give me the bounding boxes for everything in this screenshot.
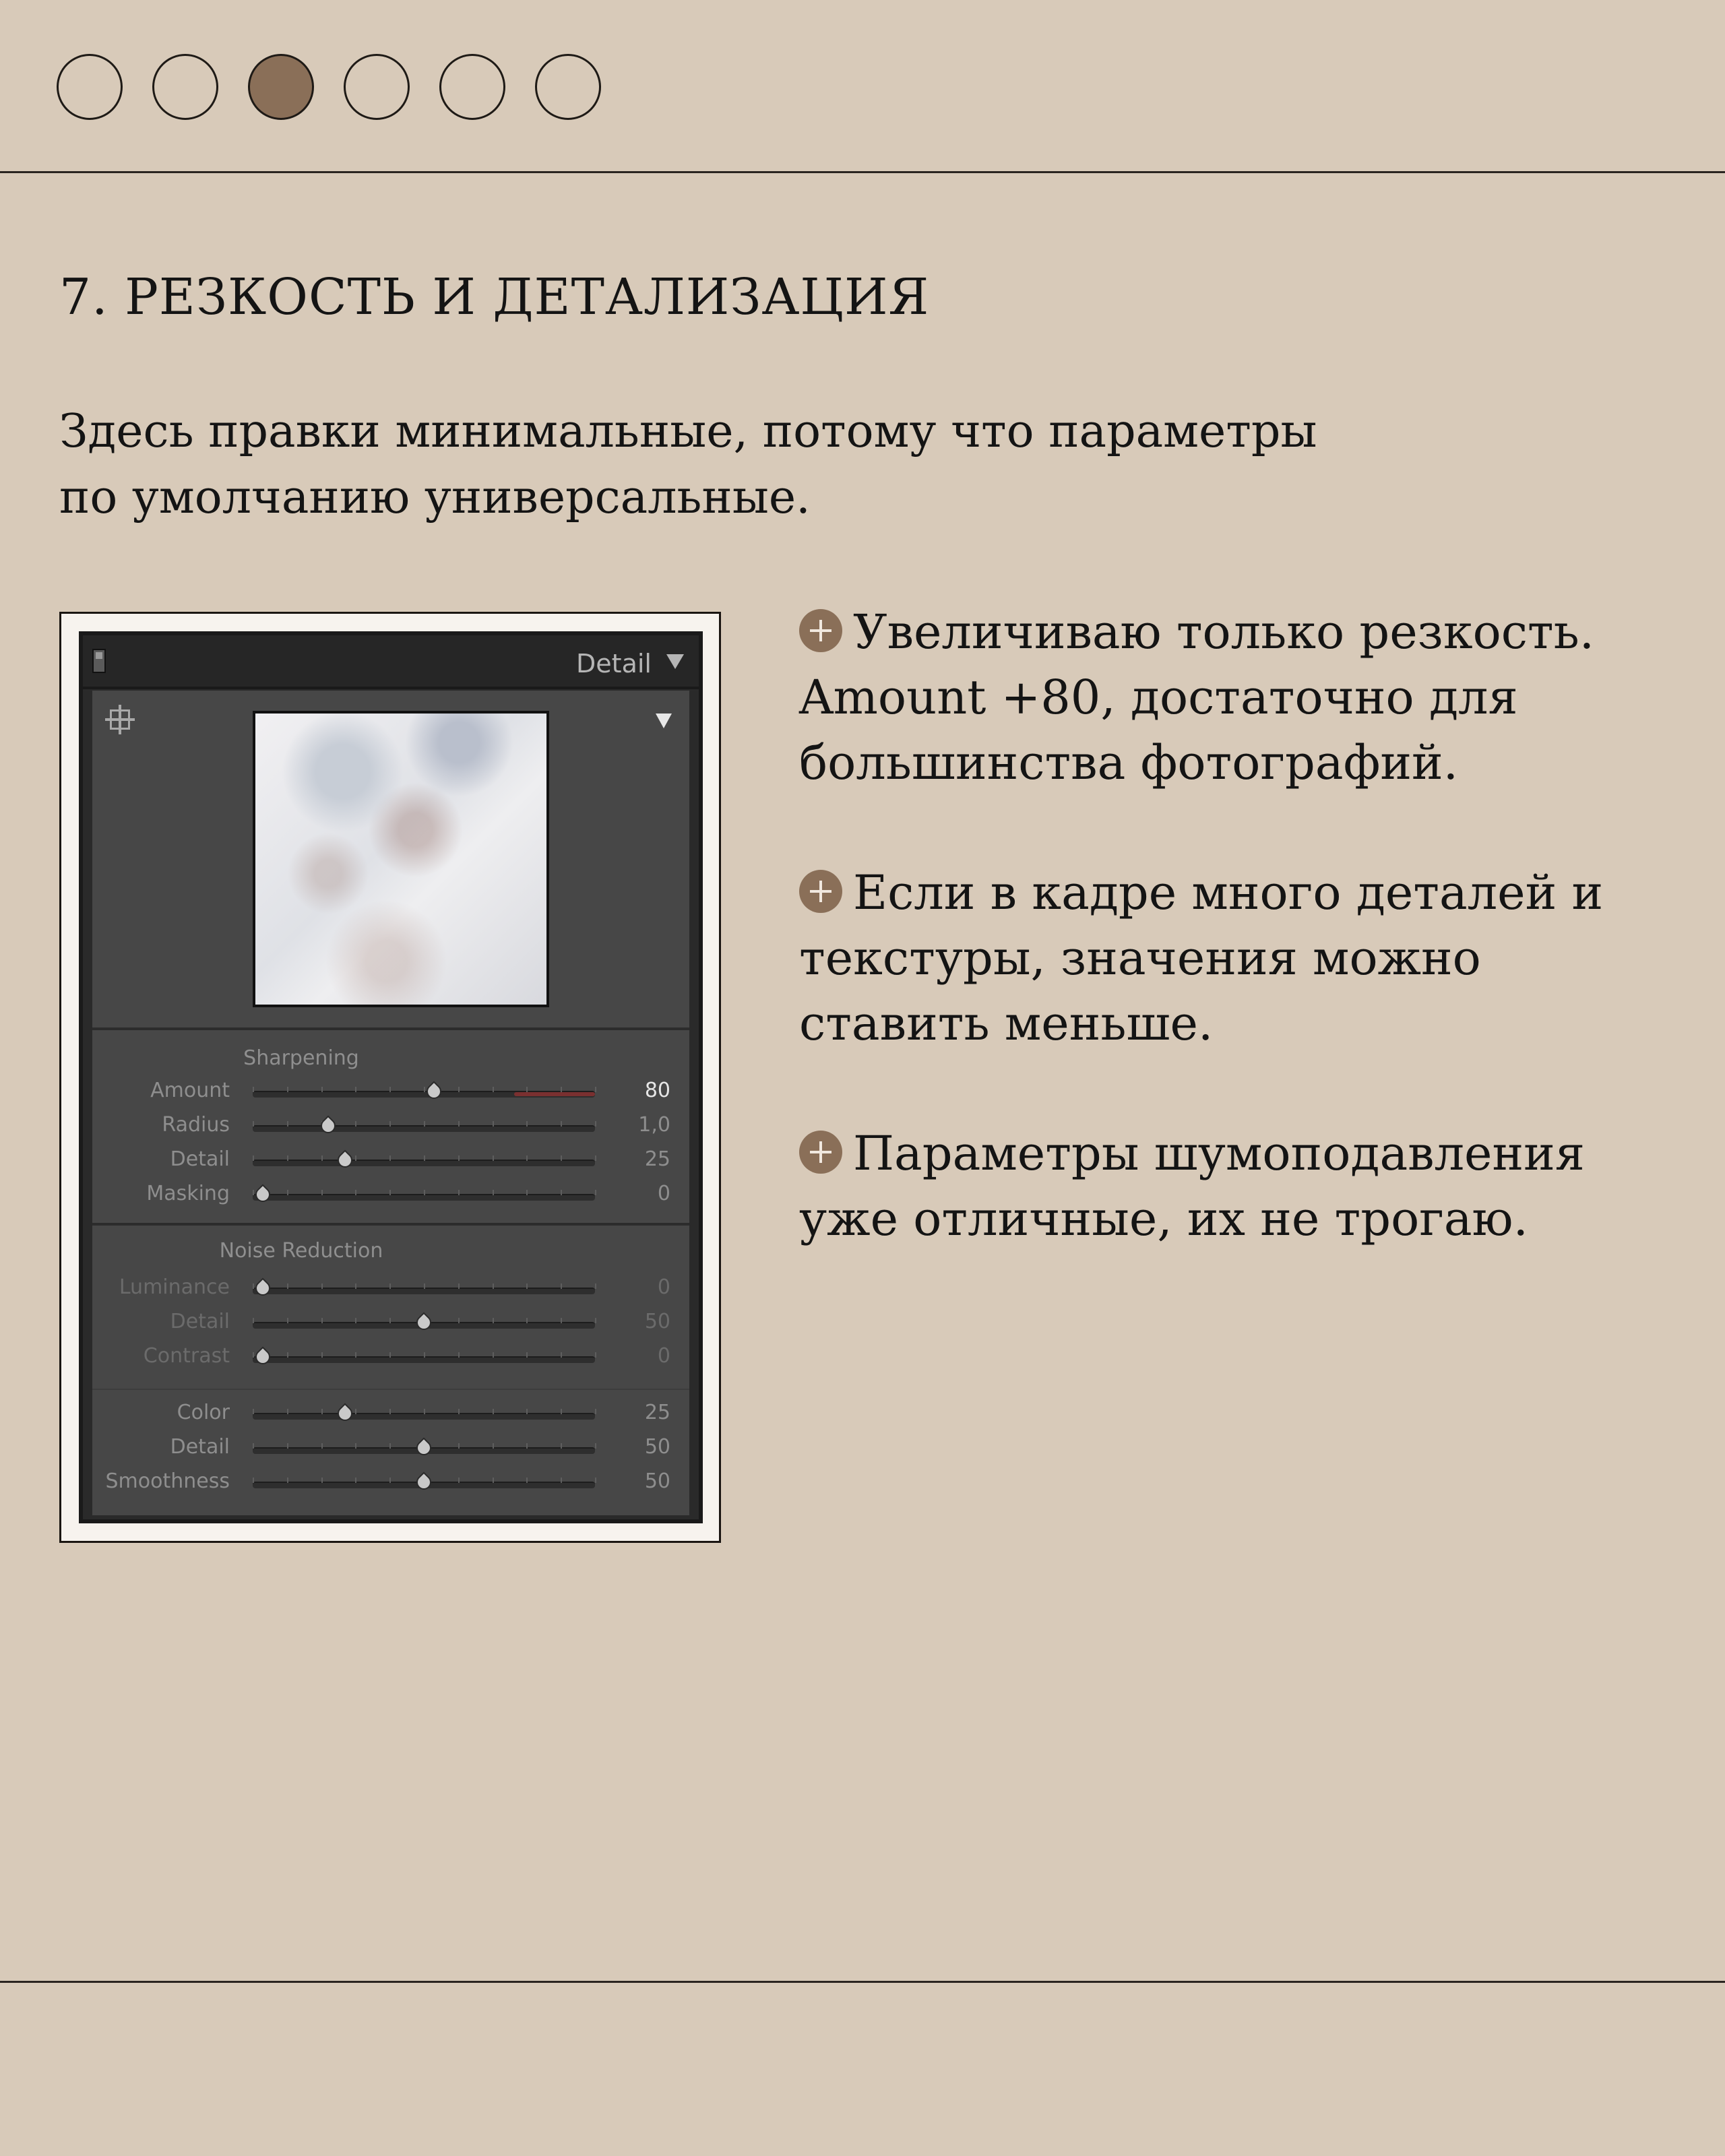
slider-track[interactable] [253,1288,595,1294]
slider-tick [389,1443,391,1449]
slider-row-detail [92,1434,689,1467]
slider-tick [321,1155,323,1161]
slider-label: Detail [170,1310,230,1333]
slider-label: Detail [170,1435,230,1459]
slider-tick [595,1443,596,1449]
slider-tick [493,1190,494,1195]
slider-tick [355,1190,356,1195]
slider-tick [493,1443,494,1449]
slider-tick [355,1318,356,1323]
slider-row-radius [92,1112,689,1145]
slider-row-color [92,1399,689,1433]
slider-tick [355,1087,356,1092]
panel-title: Detail [576,649,652,678]
slider-tick [287,1087,288,1092]
slider-tick [595,1155,596,1161]
progress-dot-current[interactable] [248,54,314,120]
slider-tick [321,1478,323,1483]
slider-tick [526,1087,528,1092]
slider-tick [424,1155,425,1161]
plus-icon [799,609,842,652]
panel-header[interactable] [83,635,699,689]
slider-value[interactable]: 50 [644,1435,670,1459]
slider-label: Smoothness [105,1469,230,1493]
slider-tick [561,1190,562,1195]
slider-knob[interactable] [424,1081,445,1102]
slider-tick [355,1352,356,1358]
slider-tick [321,1409,323,1414]
slider-tick [493,1155,494,1161]
slider-tick [526,1409,528,1414]
slider-tick [287,1121,288,1127]
note-text: Параметры шумоподавления уже отличные, их не трогаю. [799,1126,1585,1246]
slider-tick [253,1443,254,1449]
slider-tick [561,1478,562,1483]
slider-tick [253,1087,254,1092]
slider-row-detail [92,1146,689,1180]
slider-tick [526,1443,528,1449]
note-item [799,860,1675,1056]
slider-tick [287,1478,288,1483]
slider-track[interactable] [253,1413,595,1420]
slider-track[interactable] [253,1322,595,1329]
slider-tick [595,1352,596,1358]
slider-track[interactable] [253,1091,595,1098]
slider-knob[interactable] [335,1149,356,1170]
slider-tick [526,1318,528,1323]
slider-value[interactable]: 25 [644,1147,670,1171]
slider-tick [321,1443,323,1449]
slider-tick [493,1409,494,1414]
slider-tick [561,1087,562,1092]
slider-tick [424,1087,425,1092]
slider-track[interactable] [253,1447,595,1454]
sharpening-title: Sharpening [243,1046,359,1070]
slider-knob[interactable] [317,1115,338,1136]
slider-tick [493,1318,494,1323]
slider-tick [424,1352,425,1358]
slider-tick [355,1409,356,1414]
slider-value[interactable]: 0 [657,1344,670,1368]
preview-toggle-triangle-icon[interactable] [656,714,672,728]
slider-tick [389,1352,391,1358]
slider-tick [389,1318,391,1323]
slider-tick [253,1478,254,1483]
panel-toggle-switch[interactable] [92,649,106,673]
slider-tick [561,1409,562,1414]
progress-dot[interactable] [57,54,123,120]
slider-tick [458,1087,460,1092]
slider-tick [253,1283,254,1289]
slider-tick [321,1283,323,1289]
slider-tick [493,1352,494,1358]
slider-label: Detail [170,1147,230,1171]
slider-track[interactable] [253,1482,595,1488]
slider-tick [458,1352,460,1358]
slider-knob[interactable] [335,1403,356,1424]
noise-reduction-title: Noise Reduction [219,1239,383,1263]
slider-tick [287,1283,288,1289]
slider-tick [493,1478,494,1483]
slider-tick [253,1121,254,1127]
slider-value[interactable]: 80 [644,1079,670,1102]
slider-tick [287,1352,288,1358]
slider-tick [458,1409,460,1414]
slider-tick [458,1121,460,1127]
slider-tick [389,1121,391,1127]
slider-value[interactable]: 0 [657,1275,670,1299]
slider-tick [253,1190,254,1195]
divider-top [0,171,1725,173]
color-divider [92,1389,689,1390]
slider-tick [526,1352,528,1358]
slider-tick [287,1409,288,1414]
slider-tick [253,1409,254,1414]
panel-body [92,691,689,1515]
progress-dot[interactable] [535,54,601,120]
slider-tick [595,1478,596,1483]
slider-tick [389,1190,391,1195]
slider-tick [561,1318,562,1323]
note-item [799,600,1675,796]
slider-label: Amount [150,1079,230,1102]
slider-tick [493,1087,494,1092]
plus-icon [799,870,842,913]
noise-reduction-section [92,1223,689,1493]
screenshot-frame [59,612,721,1543]
plus-icon [799,1131,842,1174]
slider-track[interactable] [253,1356,595,1363]
slider-tick [321,1087,323,1092]
progress-dot[interactable] [344,54,410,120]
slider-tick [595,1121,596,1127]
slider-tick [595,1190,596,1195]
slider-tick [561,1352,562,1358]
slider-tick [458,1283,460,1289]
slider-tick [389,1283,391,1289]
slider-tick [424,1190,425,1195]
note-text: Если в кадре много деталей и текстуры, значения можно ставить меньше. [799,865,1604,1051]
slider-label: Color [177,1401,230,1424]
slider-tick [595,1087,596,1092]
detail-panel [79,631,703,1523]
slider-tick [526,1121,528,1127]
slider-tick [389,1087,391,1092]
detail-preview-image[interactable] [253,711,549,1007]
slider-knob[interactable] [413,1437,434,1458]
slider-tick [253,1155,254,1161]
slider-tick [355,1283,356,1289]
slider-tick [321,1190,323,1195]
slider-row-smoothness [92,1468,689,1502]
slider-tick [458,1190,460,1195]
slider-tick [287,1318,288,1323]
slider-tick [458,1443,460,1449]
slider-tick [458,1318,460,1323]
slider-row-luminance [92,1274,689,1308]
slider-tick [389,1409,391,1414]
slider-knob[interactable] [413,1471,434,1492]
slider-value[interactable]: 50 [644,1469,670,1493]
slider-track[interactable] [253,1194,595,1201]
slider-label: Masking [146,1182,230,1205]
slider-track[interactable] [253,1160,595,1166]
intro-text: Здесь правки минимальные, потому что параметры по умолчанию универсальные. [59,405,1317,524]
slider-tick [458,1478,460,1483]
slider-tick [287,1190,288,1195]
slider-tick [321,1352,323,1358]
sharpening-section [92,1027,689,1226]
slider-tick [526,1190,528,1195]
page-title: 7. РЕЗКОСТЬ И ДЕТАЛИЗАЦИЯ [59,268,930,326]
slider-tick [561,1121,562,1127]
slider-tick [424,1121,425,1127]
slider-tick [526,1283,528,1289]
slider-tick [287,1155,288,1161]
notes-list [799,600,1675,1317]
slider-row-masking [92,1180,689,1214]
slider-label: Radius [162,1113,230,1137]
slider-tick [355,1443,356,1449]
target-crosshair-icon[interactable] [110,709,130,730]
slider-label: Contrast [143,1344,230,1368]
slider-row-amount [92,1077,689,1111]
slider-value[interactable]: 1,0 [638,1113,670,1137]
slider-tick [321,1318,323,1323]
slider-tick [561,1443,562,1449]
slider-row-contrast [92,1343,689,1376]
slider-tick [355,1121,356,1127]
slider-label: Luminance [119,1275,230,1299]
slider-tick [561,1155,562,1161]
slider-tick [595,1283,596,1289]
slider-tick [355,1155,356,1161]
progress-dot[interactable] [152,54,218,120]
slider-knob[interactable] [413,1312,434,1333]
note-text: Увеличиваю только резкость. Amount +80, достаточно для большинства фотографий. [799,604,1595,790]
slider-tick [389,1155,391,1161]
divider-bottom [0,1981,1725,1983]
slider-knob[interactable] [253,1184,274,1205]
slider-tick [389,1478,391,1483]
slider-tick [424,1283,425,1289]
progress-dot[interactable] [439,54,505,120]
slider-row-detail [92,1308,689,1342]
slider-value[interactable]: 0 [657,1182,670,1205]
slider-tick [493,1283,494,1289]
slider-tick [253,1352,254,1358]
slider-tick [287,1443,288,1449]
slider-tick [595,1409,596,1414]
slider-tick [424,1409,425,1414]
slider-tick [526,1478,528,1483]
slider-tick [253,1318,254,1323]
slider-tick [493,1121,494,1127]
slider-value[interactable]: 25 [644,1401,670,1424]
slider-knob[interactable] [253,1346,274,1367]
slider-knob[interactable] [253,1277,274,1298]
slider-tick [458,1155,460,1161]
note-item [799,1121,1675,1252]
slider-tick [561,1283,562,1289]
slider-tick [526,1155,528,1161]
progress-dots [57,54,601,120]
slider-value[interactable]: 50 [644,1310,670,1333]
collapse-triangle-icon[interactable] [666,654,684,669]
slider-tick [595,1318,596,1323]
slider-tick [355,1478,356,1483]
slider-track[interactable] [253,1125,595,1132]
